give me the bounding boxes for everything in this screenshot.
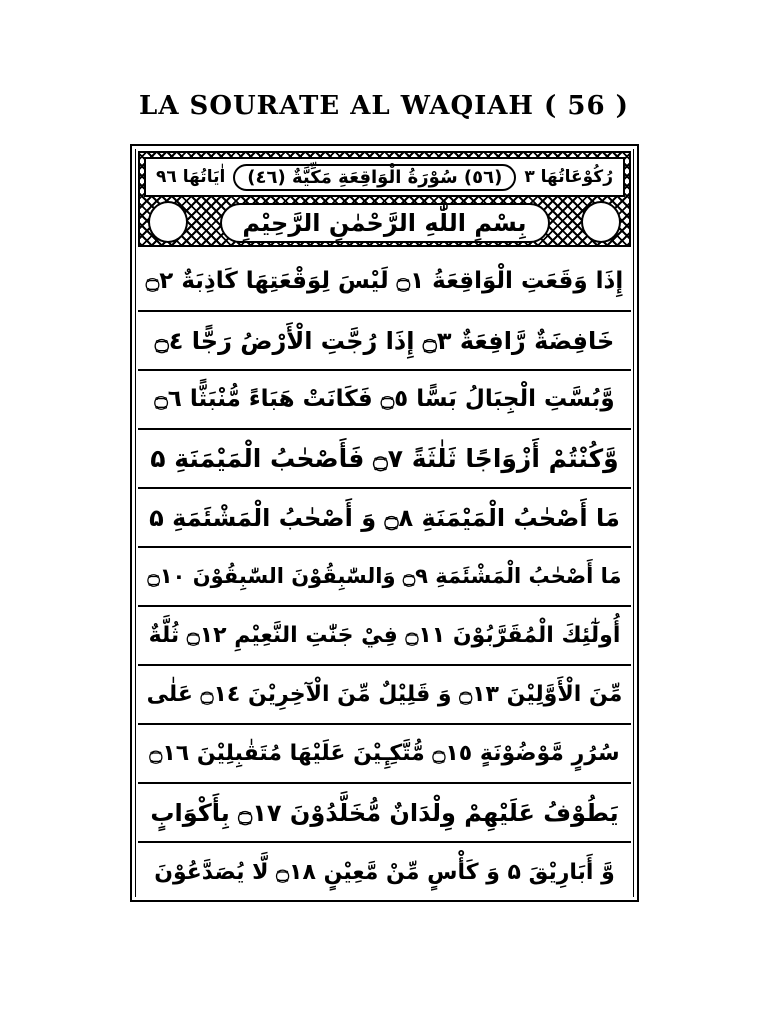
ornament-rosette-left-icon — [148, 201, 188, 243]
verse-line — [138, 253, 631, 312]
verse-line — [138, 666, 631, 725]
page-title: LA SOURATE AL WAQIAH ( 56 ) — [139, 91, 629, 121]
verse-text: سُرُرٍ مَّوْضُوْنَةٍ ۝١٥ مُّتَّكِـِٕيْنَ عَلَيْهَا مُتَقٰبِلِيْنَ ۝١٦ — [149, 740, 620, 766]
verse-line — [138, 607, 631, 666]
verse-line — [138, 548, 631, 607]
verse-text: وَّ أَبَارِيْقَ ۵ وَ كَأْسٍ مِّنْ مَّعِيْنٍ ۝١٨ لَّا يُصَدَّعُوْنَ — [154, 859, 615, 885]
basmala: بِسْمِ اللّٰهِ الرَّحْمٰنِ الرَّحِيْمِ — [242, 209, 527, 237]
verse-text: مَا أَصْحٰبُ الْمَشْئَمَةِ ۝٩ وَالسّٰبِقُوْنَ السّٰبِقُوْنَ ۝١٠ — [147, 564, 622, 588]
verse-text: وَّبُسَّتِ الْجِبَالُ بَسًّا ۝٥ فَكَانَتْ هَبَاءً مُّنْبَثًّا ۝٦ — [154, 386, 615, 412]
verse-line — [138, 843, 631, 902]
verse-line — [138, 312, 631, 371]
verse-text: يَطُوْفُ عَلَيْهِمْ وِلْدَانٌ مُّخَلَّدُوْنَ ۝١٧ بِأَكْوَابٍ — [150, 798, 619, 827]
surah-name: (٥٦) سُوْرَةُ الْوَاقِعَةِ مَكِّيَّةٌ (٤٦) — [233, 164, 516, 191]
verse-text: أُولٰٓئِكَ الْمُقَرَّبُوْنَ ۝١١ فِيْ جَنّٰتِ النَّعِيْمِ ۝١٢ ثُلَّةٌ — [148, 622, 621, 648]
verse-line — [138, 430, 631, 489]
basmala-frame — [220, 203, 550, 243]
verse-text: خَافِضَةٌ رَّافِعَةٌ ۝٣ إِذَا رُجَّتِ الْأَرْضُ رَجًّا ۝٤ — [154, 326, 615, 355]
verse-text: وَّكُنْتُمْ أَزْوَاجًا ثَلٰثَةً ۝٧ فَأَصْحٰبُ الْمَيْمَنَةِ ۵ — [150, 444, 619, 473]
verse-text: مِّنَ الْأَوَّلِيْنَ ۝١٣ وَ قَلِيْلٌ مِّنَ الْآخِرِيْنَ ۝١٤ عَلٰى — [146, 681, 623, 707]
verse-line — [138, 725, 631, 784]
verse-text: مَا أَصْحٰبُ الْمَيْمَنَةِ ۝٨ وَ أَصْحٰبُ الْمَشْئَمَةِ ۵ — [149, 503, 620, 532]
surah-header-band — [144, 157, 625, 197]
verse-line — [138, 784, 631, 843]
verse-line — [138, 489, 631, 548]
surah-header-ornament — [138, 151, 631, 247]
mushaf-page — [130, 144, 639, 902]
ayat-count: اٰيَاتُهَا ٩٦ — [156, 167, 226, 187]
ruku-count: رُكُوْعَاتُهَا ٣ — [524, 167, 613, 187]
verse-line — [138, 371, 631, 430]
verse-text: إِذَا وَقَعَتِ الْوَاقِعَةُ ۝١ لَيْسَ لِوَقْعَتِهَا كَاذِبَةٌ ۝٢ — [145, 268, 624, 294]
ornament-rosette-right-icon — [581, 201, 621, 243]
verse-lines — [138, 253, 631, 896]
